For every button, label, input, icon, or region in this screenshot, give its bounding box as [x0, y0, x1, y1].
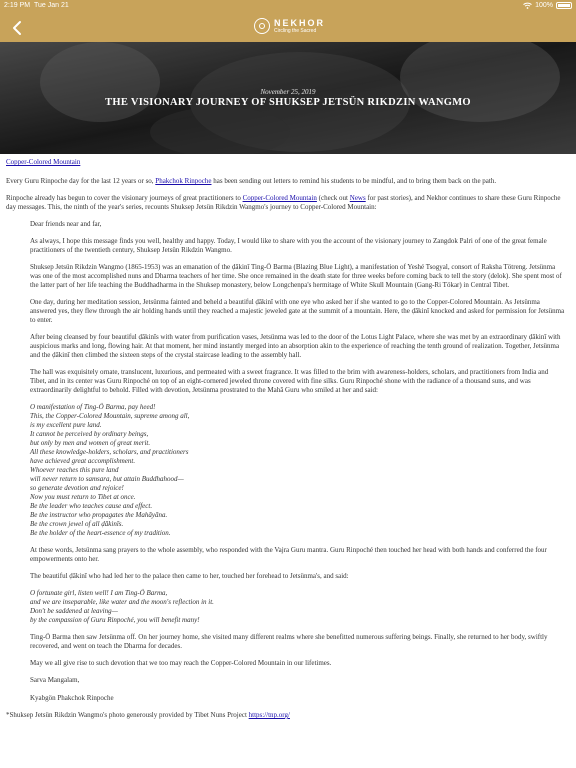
verse-line: by the compassion of Guru Rinpoché, you will benefit many! [30, 616, 200, 624]
letter-paragraph: The beautiful ḍākinī who had led her to the palace then came to her, touched her forehead to Jetsünma's, and said: [30, 572, 349, 580]
news-link[interactable]: News [349, 194, 366, 202]
footnote-text: *Shuksep Jetsün Rikdzin Wangmo's photo generously provided by Tibet Nuns Project [6, 711, 249, 719]
verse-line: O fortunate girl, listen well! I am Ting-Ö Barma, [30, 589, 168, 597]
battery-percent: 100% [535, 2, 553, 9]
brand [254, 18, 325, 34]
verse-line: will never return to samsara, but attain Buddhahood— [30, 475, 184, 483]
copper-mountain-inline-link[interactable]: Copper-Colored Mountain [242, 194, 317, 202]
battery-icon [556, 2, 572, 9]
greeting: Dear friends near and far, [30, 220, 102, 228]
status-time-date [4, 2, 69, 9]
status-time: 2:19 PM [4, 2, 31, 9]
verse-line: Don't be saddened at leaving— [30, 607, 118, 615]
letter-paragraph: One day, during her meditation session, Jetsünma fainted and beheld a beautiful ḍākinī with one eye who asked her if she wanted to go to the Copper-Colored Mountain. As Jetsünma answered yes, they flew through the air holding hands until they reached a majestic jeweled gate at the summit of a mountain. Here, the ḍākinī knocked and asked for permission for Jetsünma to enter. [30, 298, 565, 324]
hero-image [0, 42, 576, 154]
verse-line: Be the crown jewel of all ḍākinīs. [30, 520, 124, 528]
letter-paragraph: Ting-Ö Barma then saw Jetsünma off. On her journey home, she visited many different realms where she benefitted numerous suffering beings. Finally, she returned to her body, swiftly recovered, and went on teach the Dharma for decades. [30, 633, 548, 650]
verse-line: All these knowledge-holders, scholars, and practitioners [30, 448, 189, 456]
verse-line: but only by men and women of great merit. [30, 439, 151, 447]
wifi-icon [523, 2, 532, 9]
hero-date: November 25, 2019 [260, 88, 316, 96]
verse-line: This, the Copper-Colored Mountain, supreme among all, [30, 412, 190, 420]
letter-paragraph: The hall was exquisitely ornate, translucent, luxurious, and permeated with a sweet fragrance. It was filled to the brim with awareness-holders, scholars, and practitioners from India and Tibet, and in its center was Guru Rinpoché on top of an eight-cornered jeweled throne covered with fine silks. Guru Rinpoché shone with the radiance of a thousand suns, and was extraordinarily delightful to behold. Filled with devotion, Jetsünma prostrated to the Mahā Guru who smiled at her and said: [30, 368, 549, 394]
verse-line: have achieved great accomplishment. [30, 457, 136, 465]
verse-line: Be the holder of the heart-essence of my tradition. [30, 529, 171, 537]
signature: Kyabgön Phakchok Rinpoche [30, 694, 114, 702]
letter-paragraph: After being cleansed by four beautiful ḍākinīs with water from purification vases, Jetsünma was led to the door of the Lotus Light Palace, where she was met by an extraordinary ḍākinī with auspicious marks and long, flowing hair. At that moment, her mind instantly merged into an absorption akin to the experience of reaching the tenth ground of realization. Together, Jetsünma and the ḍākinī then climbed the sixteen steps of the crystal staircase leading to the assembly hall. [30, 333, 561, 359]
series-paragraph [6, 194, 566, 212]
status-bar [0, 0, 576, 14]
tnp-link[interactable]: https://tnp.org/ [248, 711, 290, 719]
copper-mountain-link[interactable]: Copper-Colored Mountain [6, 158, 81, 166]
brand-text [274, 18, 325, 34]
verse-line: Be the leader who teaches cause and effect. [30, 502, 153, 510]
verse-line: It cannot be perceived by ordinary beings, [30, 430, 149, 438]
p1-text-b: has been sending out letters to remind his students to be mindful, and to bring them back on the path. [211, 177, 497, 185]
closing: Sarva Mangalam, [30, 676, 80, 684]
chevron-left-icon[interactable] [10, 18, 24, 38]
verse-line: so generate devotion and rejoice! [30, 484, 124, 492]
letter-paragraph: Shuksep Jetsün Rikdzin Wangmo (1865-1953) was an emanation of the ḍākinī Ting-Ö Barma (Blazing Blue Light), a manifestation of Yeshé Tsogyal, consort of Raksha Tötreng. Jetsünma was one of the most accomplished nuns and Dharma teachers of her time. She once remained in the death state for three weeks before coming back to tell the story (delok). She spent most of the latter part of her life teaching the Buddhadharma in the Shuksep monastery, below Longchenpa's hermitage of White Skull Mountain (Gang-Ri Tökar) in Central Tibet. [30, 263, 562, 289]
nekhor-logo-icon [254, 18, 270, 34]
verse-line: is my excellent pure land. [30, 421, 102, 429]
hero-title: THE VISIONARY JOURNEY OF SHUKSEP JETSÜN RIKDZIN WANGMO [105, 97, 471, 108]
verse-line: Now you must return to Tibet at once. [30, 493, 136, 501]
p1-text-a: Every Guru Rinpoche day for the last 12 years or so, [6, 177, 156, 185]
guru-verse [30, 403, 566, 538]
p2-text-b: (check out [316, 194, 350, 202]
verse-line: O manifestation of Ting-Ö Barma, pay heed! [30, 403, 156, 411]
brand-tagline: Circling the Sacred [274, 28, 317, 34]
status-date: Tue Jan 21 [33, 2, 69, 9]
status-right [523, 2, 572, 9]
letter-paragraph: At these words, Jetsünma sang prayers to the whole assembly, who responded with the Vajra Guru mantra. Guru Rinpoché then touched her head with both hands and conferred the four empowerments onto her. [30, 546, 547, 563]
verse-line: Whoever reaches this pure land [30, 466, 119, 474]
brand-name: NEKHOR [274, 18, 326, 28]
dakini-verse [30, 589, 566, 625]
p2-text-a: Rinpoche already has begun to cover the visionary journeys of great practitioners to [6, 194, 243, 202]
letter-paragraph: May we all give rise to such devotion that we too may reach the Copper-Colored Mountain in our lifetimes. [30, 659, 332, 667]
battery-level [558, 4, 570, 7]
intro-paragraph [6, 177, 566, 186]
verse-line: Be the instructor who propagates the Mahāyāna. [30, 511, 168, 519]
verse-line: and we are inseparable, like water and the moon's reflection in it. [30, 598, 214, 606]
letter-paragraph: As always, I hope this message finds you well, healthy and happy. Today, I would like to share with you the account of the visionary journey to Zangdok Palri of one of the great female practitioners of the twentieth century, Shuksep Jetsün Rikdzin Wangmo. [30, 237, 547, 254]
nav-bar [0, 14, 576, 42]
phakchok-rinpoche-link[interactable]: Phakchok Rinpoche [155, 177, 212, 185]
letter [6, 220, 566, 703]
article-body [6, 158, 566, 720]
p2-text-c: for past stories), and Nekhor continues to share these Guru Rinpoche day messages. This, the ninth of the year's series, recounts Shuksep Jetsün Rikdzin Wangmo's journey to Copper-Colored Mountain: [6, 194, 561, 211]
footnote [6, 711, 566, 720]
